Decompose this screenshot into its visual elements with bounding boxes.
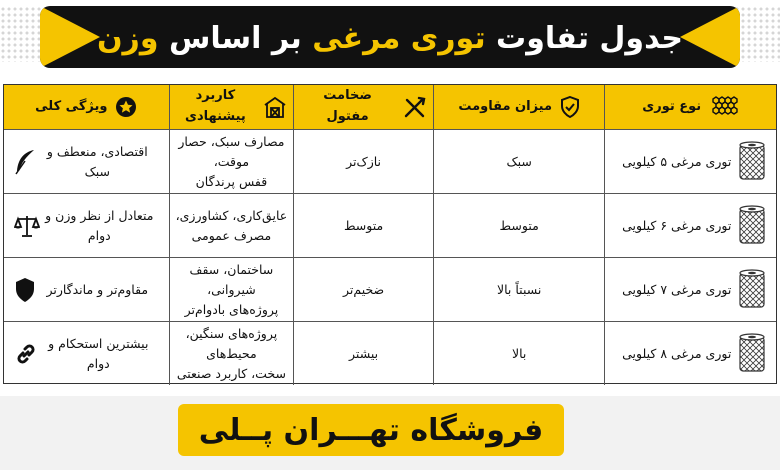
cell-resistance: نسبتاً بالا [433, 258, 605, 321]
title-highlight: توری مرغی [312, 20, 486, 56]
feature-text: بیشترین استحکام و دوام [48, 335, 149, 371]
usage-line-2: قفس پرندگان [195, 173, 268, 189]
pliers-tools-icon [403, 96, 427, 118]
table-row [4, 257, 776, 321]
title-part-3: وزن [96, 20, 159, 56]
cell-feature [4, 322, 169, 385]
header-resistance [433, 85, 605, 129]
cell-usage [169, 322, 294, 385]
shield-icon [14, 277, 36, 303]
cell-thickness: بیشتر [293, 322, 433, 385]
star-badge-icon [115, 96, 137, 118]
store-name-badge [178, 404, 564, 456]
honeycomb-mesh-icon [709, 96, 739, 118]
cell-usage [169, 130, 294, 193]
title-banner [0, 0, 780, 80]
usage-line-2: پروژه‌های بادوام‌تر [184, 301, 279, 317]
mesh-roll-icon [738, 205, 766, 247]
header-thickness-label: ضخامت مفتول [323, 88, 372, 124]
usage-line-1: ساختمان، سقف شیروانی، [189, 261, 274, 297]
cell-feature [4, 194, 169, 257]
cell-resistance: سبک [433, 130, 605, 193]
title-bar [40, 6, 740, 68]
comparison-table [3, 84, 777, 384]
barn-icon [263, 96, 287, 118]
cell-usage [169, 258, 294, 321]
chevron-left-decoration [40, 6, 100, 68]
usage-line-1: عایق‌کاری، کشاورزی، [175, 207, 288, 223]
feature-text: مقاوم‌تر و ماندگارتر [46, 281, 149, 297]
header-usage-label: کاربرد پیشنهادی [185, 88, 246, 124]
mesh-roll-icon [738, 269, 766, 311]
header-feature-label: ویژگی کلی [35, 98, 108, 114]
feature-text: متعادل از نظر وزن و دوام [45, 207, 154, 243]
dot-pattern-right [734, 6, 780, 62]
page-title [96, 14, 684, 62]
header-feature [4, 85, 169, 129]
cell-usage [169, 194, 294, 257]
mesh-roll-icon [738, 141, 766, 183]
cell-resistance: متوسط [433, 194, 605, 257]
type-text: توری مرغی ۶ کیلویی [622, 217, 732, 233]
chain-link-icon [14, 342, 38, 366]
cell-type [604, 194, 776, 257]
shield-check-icon [560, 96, 580, 118]
table-row [4, 129, 776, 193]
usage-line-2: سخت، کاربرد صنعتی [176, 365, 286, 381]
feather-icon [14, 149, 36, 175]
chevron-right-decoration [680, 6, 740, 68]
footer [0, 396, 780, 470]
title-part-2: بر اساس [168, 20, 302, 56]
header-type-label: نوع توری [642, 98, 702, 114]
type-text: توری مرغی ۸ کیلویی [622, 345, 732, 361]
cell-thickness: ضخیم‌تر [293, 258, 433, 321]
type-text: توری مرغی ۷ کیلویی [622, 281, 732, 297]
cell-thickness: نازک‌تر [293, 130, 433, 193]
header-thickness [293, 85, 433, 129]
usage-line-1: پروژه‌های سنگین، محیط‌های [185, 325, 278, 361]
table-header-row [4, 85, 776, 129]
cell-type [604, 130, 776, 193]
header-resistance-label: میزان مقاومت [458, 98, 553, 114]
usage-line-2: مصرف عمومی [191, 227, 272, 243]
store-name: فروشگاه تهـــران پــلی [198, 412, 544, 448]
feature-text: اقتصادی، منعطف و سبک [46, 143, 148, 179]
usage-line-1: مصارف سبک، حصار موقت، [178, 133, 285, 169]
cell-feature [4, 130, 169, 193]
header-usage [169, 85, 294, 129]
mesh-roll-icon [738, 333, 766, 375]
cell-feature [4, 258, 169, 321]
cell-type [604, 322, 776, 385]
cell-thickness: متوسط [293, 194, 433, 257]
title-part-1: جدول تفاوت [496, 20, 684, 56]
table-row [4, 193, 776, 257]
type-text: توری مرغی ۵ کیلویی [622, 153, 732, 169]
cell-type [604, 258, 776, 321]
cell-resistance: بالا [433, 322, 605, 385]
balance-scale-icon [14, 214, 40, 238]
header-type [604, 85, 776, 129]
table-row [4, 321, 776, 385]
